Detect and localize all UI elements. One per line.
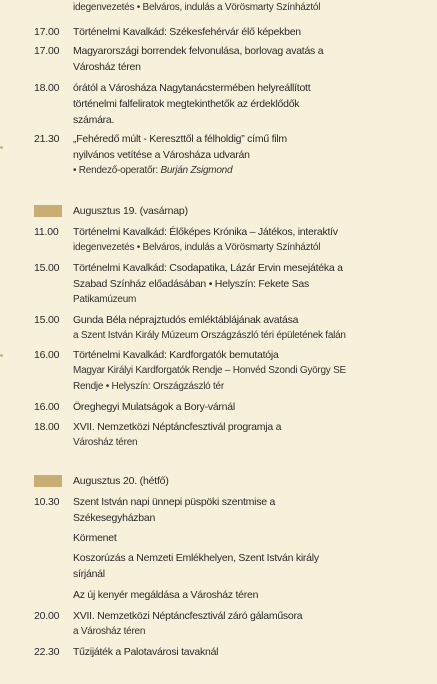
event-description	[73, 608, 413, 640]
event-line: Szent István napi ünnepi püspöki szentmise a	[73, 496, 276, 508]
event-description	[73, 0, 413, 16]
page-edge-dot	[0, 354, 3, 357]
event-time: 16.00	[34, 349, 60, 361]
event-line: Történelmi Kavalkád: Székesfehérvár élő képekben	[73, 26, 301, 38]
event-time: 10.30	[34, 496, 60, 508]
event-description	[73, 530, 413, 546]
event-line: sírjánál	[73, 568, 105, 580]
event-line: • Rendező-operatőr: Burján Zsigmond	[73, 165, 233, 176]
event-line: Az új kenyér megáldása a Városház téren	[73, 589, 259, 601]
day-color-bar	[34, 475, 62, 487]
event-description	[73, 644, 413, 660]
event-line: idegenvezetés • Belváros, indulás a Vörösmarty Színháztól	[73, 242, 321, 253]
event-description	[73, 260, 413, 308]
event-line: a Szent István Király Múzeum Országzászló téri épületének falán	[73, 330, 346, 341]
event-description	[73, 80, 413, 128]
event-line: Patikamúzeum	[73, 294, 137, 305]
event-line: számára.	[73, 114, 115, 126]
page-edge-dot	[0, 146, 3, 149]
event-description	[73, 24, 413, 40]
event-description	[73, 419, 413, 451]
event-time: 11.00	[34, 226, 59, 238]
event-time: 15.00	[34, 262, 60, 274]
event-line: Városház téren	[73, 437, 138, 448]
event-time: 21.30	[34, 133, 60, 145]
day-title: Augusztus 20. (hétfő)	[73, 475, 169, 487]
event-line: órától a Városháza Nagytanácstermében helyreállított	[73, 82, 311, 94]
event-line: XVII. Nemzetközi Néptáncfesztivál programja a	[73, 421, 282, 433]
event-time: 17.00	[34, 26, 60, 38]
day-title: Augusztus 19. (vasárnap)	[73, 205, 188, 217]
event-description	[73, 224, 413, 256]
event-line: nyilvános vetítése a Városháza udvarán	[73, 149, 250, 161]
event-line: Koszorúzás a Nemzeti Emlékhelyen, Szent István király	[73, 552, 319, 564]
event-line: történelmi falfeliratok megtekinthetők az érdeklődők	[73, 98, 300, 110]
day-color-bar	[34, 205, 62, 217]
event-description	[73, 43, 413, 75]
event-line: Öreghegyi Mulatságok a Bory-várnál	[73, 401, 235, 413]
event-line: Magyarországi borrendek felvonulása, borlovag avatás a	[73, 45, 324, 57]
event-description	[73, 550, 413, 582]
event-description	[73, 399, 413, 415]
event-description	[73, 587, 413, 603]
event-time: 18.00	[34, 421, 60, 433]
event-description	[73, 347, 413, 395]
event-time: 22.30	[34, 646, 60, 658]
event-time: 20.00	[34, 610, 60, 622]
event-line: Történelmi Kavalkád: Kardforgatók bemutatója	[73, 349, 279, 361]
event-time: 17.00	[34, 45, 60, 57]
event-time: 18.00	[34, 82, 60, 94]
event-time: 16.00	[34, 401, 60, 413]
event-line: Szabad Színház előadásában • Helyszín: Fekete Sas	[73, 278, 309, 290]
event-line: Rendje • Helyszín: Országzászló tér	[73, 381, 224, 392]
event-time: 15.00	[34, 314, 60, 326]
event-line: XVII. Nemzetközi Néptáncfesztivál záró gálaműsora	[73, 610, 303, 622]
event-line: „Fehéredő múlt - Kereszttől a félholdig” című film	[73, 133, 287, 145]
event-description	[73, 131, 413, 179]
event-line: Gunda Béla néprajztudós emléktáblájának avatása	[73, 314, 299, 326]
event-line: idegenvezetés • Belváros, indulás a Vörösmarty Színháztól	[73, 2, 321, 13]
event-line: Magyar Királyi Kardforgatók Rendje – Honvéd Szondi György SE	[73, 365, 346, 376]
event-line: Székesegyházban	[73, 512, 156, 524]
event-description	[73, 494, 413, 526]
event-line: Történelmi Kavalkád: Csodapatika, Lázár Ervin mesejátéka a	[73, 262, 343, 274]
event-description	[73, 312, 413, 344]
event-line: a Városház téren	[73, 626, 146, 637]
event-line: Történelmi Kavalkád: Élőképes Krónika – Játékos, interaktív	[73, 226, 338, 238]
event-line: Tűzijáték a Palotavárosi tavaknál	[73, 646, 219, 658]
event-line: Városház téren	[73, 61, 141, 73]
event-line: Körmenet	[73, 532, 117, 544]
